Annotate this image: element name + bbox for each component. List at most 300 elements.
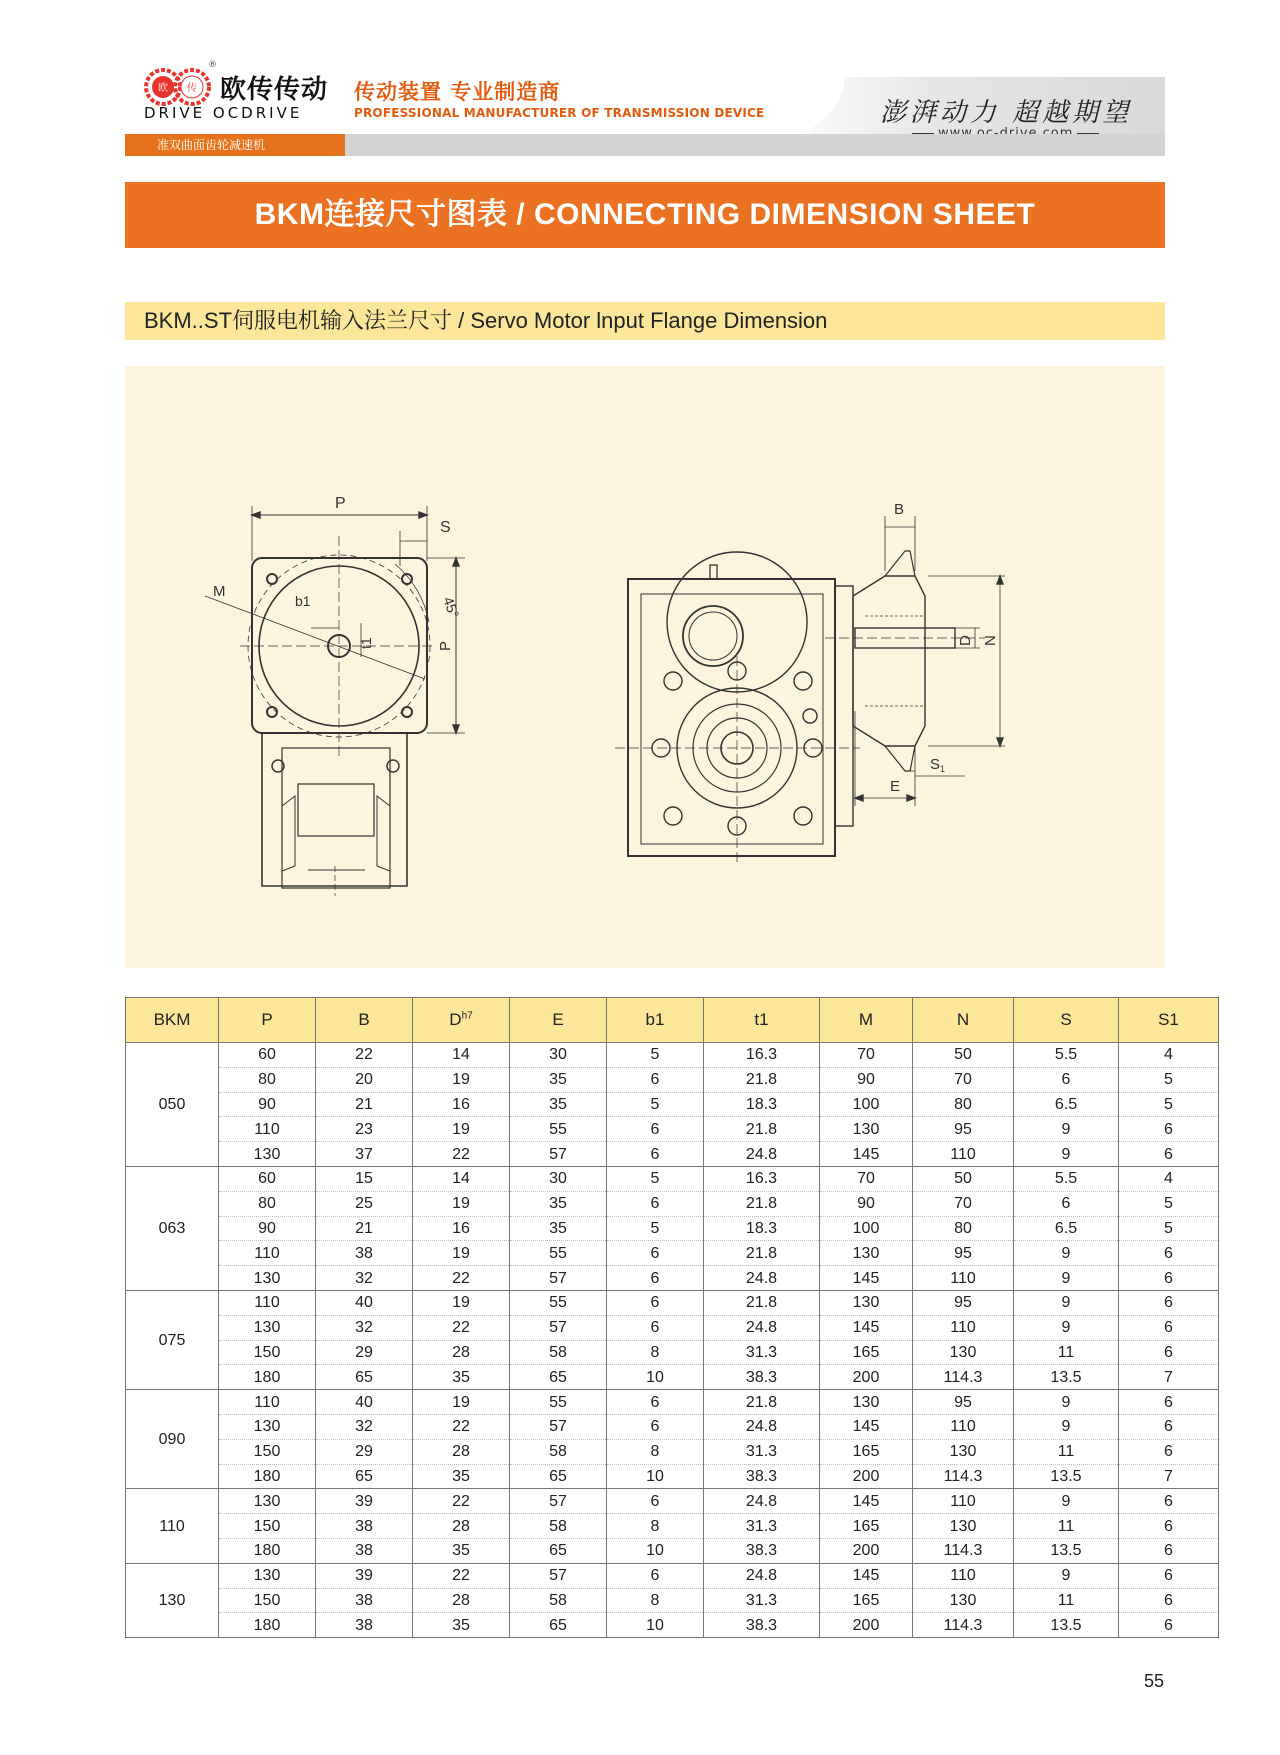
cell-d: 35 [413,1538,510,1563]
cell-p: 60 [219,1043,316,1068]
cell-s1: 6 [1119,1142,1219,1167]
cell-n: 80 [913,1092,1014,1117]
table-row [126,1290,1219,1315]
cell-m: 165 [820,1514,913,1539]
cell-p: 110 [219,1117,316,1142]
table-row [126,1266,1219,1291]
table-row [126,1216,1219,1241]
drawing-svg [125,366,1165,968]
col-header-s1 [1119,998,1219,1043]
cell-n: 114.3 [913,1613,1014,1638]
cell-s1: 4 [1119,1166,1219,1191]
col-header-n [913,998,1014,1043]
cell-m: 145 [820,1315,913,1340]
cell-b1: 6 [607,1390,704,1415]
cell-p: 130 [219,1563,316,1588]
cell-n: 130 [913,1340,1014,1365]
cell-t1: 38.3 [704,1538,820,1563]
cell-m: 130 [820,1117,913,1142]
col-header-e [510,998,607,1043]
cell-b1: 6 [607,1067,704,1092]
cell-m: 145 [820,1414,913,1439]
cell-t1: 21.8 [704,1290,820,1315]
cell-b1: 10 [607,1613,704,1638]
side-view [615,501,1005,866]
label-b: B [894,501,905,518]
cell-t1: 18.3 [704,1216,820,1241]
cell-s1: 5 [1119,1191,1219,1216]
cell-b1: 6 [607,1266,704,1291]
cell-e: 58 [510,1340,607,1365]
cell-s1: 7 [1119,1365,1219,1390]
cell-e: 65 [510,1365,607,1390]
cell-s1: 6 [1119,1439,1219,1464]
cell-p: 90 [219,1092,316,1117]
cell-n: 130 [913,1439,1014,1464]
cell-t1: 24.8 [704,1489,820,1514]
cell-t1: 18.3 [704,1092,820,1117]
cell-p: 150 [219,1514,316,1539]
cell-m: 100 [820,1092,913,1117]
logo-inner-2: 传 [187,83,197,94]
col-header-p [219,998,316,1043]
cell-p: 90 [219,1216,316,1241]
col-header-b1 [607,998,704,1043]
cell-p: 110 [219,1290,316,1315]
col-header-sub: h7 [461,1010,473,1022]
cell-b: 38 [316,1514,413,1539]
cell-t1: 38.3 [704,1464,820,1489]
cell-b: 23 [316,1117,413,1142]
cell-s: 5.5 [1014,1166,1119,1191]
cell-n: 114.3 [913,1365,1014,1390]
section-heading: BKM..ST伺服电机输入法兰尺寸 / Servo Motor lnput Flange Dimension [125,302,1165,340]
cell-s1: 6 [1119,1588,1219,1613]
cell-b1: 6 [607,1117,704,1142]
cell-s: 9 [1014,1414,1119,1439]
cell-s1: 6 [1119,1241,1219,1266]
cell-p: 130 [219,1414,316,1439]
dimension-table [125,997,1219,1638]
cell-s: 9 [1014,1142,1119,1167]
table-row [126,1390,1219,1415]
cell-d: 16 [413,1216,510,1241]
front-view [205,495,465,896]
cell-e: 65 [510,1613,607,1638]
cell-n: 80 [913,1216,1014,1241]
cell-t1: 21.8 [704,1241,820,1266]
cell-t1: 21.8 [704,1191,820,1216]
cell-p: 150 [219,1439,316,1464]
cell-p: 80 [219,1067,316,1092]
cell-e: 55 [510,1290,607,1315]
cell-p: 110 [219,1241,316,1266]
cell-t1: 24.8 [704,1414,820,1439]
cell-b: 65 [316,1464,413,1489]
cell-t1: 24.8 [704,1142,820,1167]
cell-m: 130 [820,1290,913,1315]
cell-p: 80 [219,1191,316,1216]
cell-s: 11 [1014,1439,1119,1464]
col-header-t1 [704,998,820,1043]
cell-n: 110 [913,1563,1014,1588]
cell-e: 57 [510,1266,607,1291]
cell-m: 90 [820,1067,913,1092]
slogan: 澎湃动力 超越期望 [880,98,1133,128]
cell-m: 70 [820,1166,913,1191]
cell-m: 200 [820,1613,913,1638]
cell-n: 114.3 [913,1464,1014,1489]
cell-n: 110 [913,1315,1014,1340]
cell-b: 15 [316,1166,413,1191]
page-title: BKM连接尺寸图表 / CONNECTING DIMENSION SHEET [125,182,1165,248]
cell-s: 11 [1014,1340,1119,1365]
table-row [126,1563,1219,1588]
cell-p: 130 [219,1489,316,1514]
brand-name-en: DRIVE OCDRIVE [144,104,303,122]
cell-b: 29 [316,1340,413,1365]
cell-p: 180 [219,1613,316,1638]
cell-s: 9 [1014,1117,1119,1142]
cell-s1: 6 [1119,1390,1219,1415]
cell-t1: 38.3 [704,1613,820,1638]
cell-b: 21 [316,1092,413,1117]
cell-b: 20 [316,1067,413,1092]
model-cell: 075 [126,1290,219,1389]
col-header-label: t1 [754,1010,769,1029]
cell-b1: 5 [607,1092,704,1117]
cell-p: 150 [219,1588,316,1613]
cell-e: 57 [510,1563,607,1588]
cell-p: 60 [219,1166,316,1191]
cell-d: 35 [413,1365,510,1390]
cell-m: 145 [820,1266,913,1291]
col-header-label: N [956,1010,970,1029]
cell-d: 35 [413,1613,510,1638]
cell-n: 114.3 [913,1538,1014,1563]
label-p-side: P [437,640,454,651]
cell-b: 37 [316,1142,413,1167]
cell-s: 9 [1014,1241,1119,1266]
label-e: E [890,778,901,795]
cell-n: 95 [913,1117,1014,1142]
table-row [126,1613,1219,1638]
cell-b1: 6 [607,1290,704,1315]
cell-m: 90 [820,1191,913,1216]
cell-m: 165 [820,1588,913,1613]
table-row [126,1117,1219,1142]
cell-b1: 5 [607,1216,704,1241]
cell-b: 40 [316,1390,413,1415]
table-header [126,998,1219,1043]
cell-b1: 10 [607,1538,704,1563]
cell-e: 30 [510,1166,607,1191]
cell-e: 65 [510,1538,607,1563]
cell-m: 145 [820,1142,913,1167]
cell-d: 14 [413,1043,510,1068]
col-header-label: S [1060,1010,1072,1029]
col-header-label: M [858,1010,874,1029]
table-body [126,1043,1219,1638]
cell-n: 70 [913,1191,1014,1216]
cell-p: 180 [219,1538,316,1563]
cell-m: 70 [820,1043,913,1068]
cell-b1: 6 [607,1241,704,1266]
cell-m: 200 [820,1464,913,1489]
label-p-top: P [335,495,346,512]
cell-n: 110 [913,1266,1014,1291]
cell-b1: 5 [607,1166,704,1191]
label-n: N [982,635,999,646]
label-s1 [930,756,945,774]
model-cell: 130 [126,1563,219,1637]
cell-d: 22 [413,1142,510,1167]
cell-d: 28 [413,1340,510,1365]
cell-n: 95 [913,1241,1014,1266]
label-s: S [440,519,451,536]
cell-b: 40 [316,1290,413,1315]
cell-b: 38 [316,1613,413,1638]
cell-s: 9 [1014,1390,1119,1415]
cell-m: 130 [820,1390,913,1415]
cell-t1: 21.8 [704,1390,820,1415]
label-m: M [213,583,226,600]
label-t1: t1 [358,637,374,649]
col-header-label: b1 [645,1010,665,1029]
cell-s1: 5 [1119,1092,1219,1117]
cell-t1: 38.3 [704,1365,820,1390]
table-row [126,1439,1219,1464]
cell-s: 13.5 [1014,1365,1119,1390]
table-row [126,1365,1219,1390]
cell-m: 200 [820,1365,913,1390]
col-header-label: P [261,1010,273,1029]
cell-s1: 5 [1119,1067,1219,1092]
cell-n: 50 [913,1166,1014,1191]
cell-s1: 6 [1119,1538,1219,1563]
model-cell: 110 [126,1489,219,1563]
page-number: 55 [1144,1671,1165,1691]
cell-d: 16 [413,1092,510,1117]
cell-s: 9 [1014,1266,1119,1291]
cell-b: 32 [316,1315,413,1340]
label-s1-main: S [930,756,941,773]
cell-m: 145 [820,1563,913,1588]
cell-t1: 16.3 [704,1166,820,1191]
col-header-b [316,998,413,1043]
cell-p: 150 [219,1340,316,1365]
cell-e: 55 [510,1390,607,1415]
cell-d: 22 [413,1563,510,1588]
col-header-label: S1 [1158,1010,1179,1029]
cell-b1: 5 [607,1043,704,1068]
cell-e: 57 [510,1142,607,1167]
cell-p: 180 [219,1365,316,1390]
cell-m: 200 [820,1538,913,1563]
cell-e: 57 [510,1315,607,1340]
cell-e: 57 [510,1489,607,1514]
cell-p: 180 [219,1464,316,1489]
cell-s1: 6 [1119,1414,1219,1439]
cell-s1: 5 [1119,1216,1219,1241]
cell-d: 22 [413,1315,510,1340]
cell-e: 55 [510,1117,607,1142]
company-logo [140,60,340,125]
col-header-s [1014,998,1119,1043]
table-row [126,1142,1219,1167]
table-row [126,1166,1219,1191]
cell-b1: 8 [607,1439,704,1464]
table-row [126,1340,1219,1365]
col-header-d [413,998,510,1043]
label-angle: 45° [440,594,463,620]
cell-s: 9 [1014,1489,1119,1514]
table-header-row [126,998,1219,1043]
cell-b1: 6 [607,1414,704,1439]
model-cell: 063 [126,1166,219,1290]
cell-s: 13.5 [1014,1464,1119,1489]
cell-b: 32 [316,1266,413,1291]
cell-b1: 6 [607,1142,704,1167]
cell-m: 130 [820,1241,913,1266]
cell-s: 5.5 [1014,1043,1119,1068]
cell-b1: 8 [607,1514,704,1539]
cell-t1: 31.3 [704,1588,820,1613]
cell-t1: 31.3 [704,1514,820,1539]
cell-m: 100 [820,1216,913,1241]
cell-e: 58 [510,1514,607,1539]
cell-d: 19 [413,1290,510,1315]
model-cell: 050 [126,1043,219,1167]
cell-d: 22 [413,1489,510,1514]
cell-d: 28 [413,1588,510,1613]
cell-m: 145 [820,1489,913,1514]
cell-s1: 6 [1119,1489,1219,1514]
cell-e: 58 [510,1439,607,1464]
cell-b1: 6 [607,1563,704,1588]
col-header-m [820,998,913,1043]
cell-b: 39 [316,1489,413,1514]
table-row [126,1241,1219,1266]
cell-n: 95 [913,1390,1014,1415]
cell-e: 35 [510,1216,607,1241]
cell-n: 95 [913,1290,1014,1315]
table-row [126,1067,1219,1092]
cell-s: 6 [1014,1191,1119,1216]
cell-b: 22 [316,1043,413,1068]
cell-b: 25 [316,1191,413,1216]
cell-n: 130 [913,1588,1014,1613]
cell-p: 130 [219,1315,316,1340]
cell-e: 35 [510,1191,607,1216]
logo-inner-1: 欧 [158,83,168,94]
cell-b: 39 [316,1563,413,1588]
cell-t1: 21.8 [704,1067,820,1092]
cell-n: 130 [913,1514,1014,1539]
cell-n: 110 [913,1489,1014,1514]
cell-d: 19 [413,1241,510,1266]
tagline-en: PROFESSIONAL MANUFACTURER OF TRANSMISSION DEVICE [354,106,765,120]
cell-e: 55 [510,1241,607,1266]
cell-s: 6 [1014,1067,1119,1092]
cell-s: 11 [1014,1588,1119,1613]
cell-t1: 21.8 [704,1117,820,1142]
cell-d: 22 [413,1414,510,1439]
cell-t1: 31.3 [704,1340,820,1365]
label-b1: b1 [295,593,311,609]
cell-t1: 24.8 [704,1315,820,1340]
cell-b1: 6 [607,1489,704,1514]
cell-s1: 6 [1119,1613,1219,1638]
cell-d: 19 [413,1117,510,1142]
cell-b: 38 [316,1538,413,1563]
cell-e: 57 [510,1414,607,1439]
cell-d: 28 [413,1514,510,1539]
cell-s1: 6 [1119,1340,1219,1365]
cell-s1: 6 [1119,1563,1219,1588]
registered-mark: ® [208,60,217,70]
cell-p: 110 [219,1390,316,1415]
cell-b1: 8 [607,1588,704,1613]
model-cell: 090 [126,1390,219,1489]
cell-s1: 6 [1119,1514,1219,1539]
cell-t1: 24.8 [704,1266,820,1291]
logo-mark-icon [142,66,214,108]
cell-m: 165 [820,1340,913,1365]
cell-s1: 4 [1119,1043,1219,1068]
cell-s: 6.5 [1014,1216,1119,1241]
cell-b1: 6 [607,1315,704,1340]
cell-t1: 31.3 [704,1439,820,1464]
col-header-label: E [552,1010,564,1029]
col-header-label: BKM [153,1010,191,1029]
cell-s1: 7 [1119,1464,1219,1489]
cell-s1: 6 [1119,1117,1219,1142]
product-category-tag: 准双曲面齿轮减速机 [125,134,345,156]
cell-d: 19 [413,1191,510,1216]
cell-d: 19 [413,1067,510,1092]
cell-e: 30 [510,1043,607,1068]
cell-e: 35 [510,1092,607,1117]
cell-m: 165 [820,1439,913,1464]
table-row [126,1315,1219,1340]
cell-n: 70 [913,1067,1014,1092]
table-row [126,1043,1219,1068]
cell-b1: 10 [607,1464,704,1489]
table-row [126,1092,1219,1117]
cell-s1: 6 [1119,1266,1219,1291]
cell-s: 13.5 [1014,1538,1119,1563]
cell-n: 110 [913,1414,1014,1439]
cell-b1: 8 [607,1340,704,1365]
cell-s1: 6 [1119,1315,1219,1340]
cell-n: 50 [913,1043,1014,1068]
cell-p: 130 [219,1266,316,1291]
cell-d: 35 [413,1464,510,1489]
cell-d: 28 [413,1439,510,1464]
cell-b: 38 [316,1588,413,1613]
cell-b: 21 [316,1216,413,1241]
cell-b: 38 [316,1241,413,1266]
cell-b: 32 [316,1414,413,1439]
cell-e: 35 [510,1067,607,1092]
cell-d: 19 [413,1390,510,1415]
table-row [126,1514,1219,1539]
cell-t1: 24.8 [704,1563,820,1588]
tagline-cn: 传动装置 专业制造商 [354,80,561,104]
cell-s: 9 [1014,1315,1119,1340]
table-row [126,1464,1219,1489]
